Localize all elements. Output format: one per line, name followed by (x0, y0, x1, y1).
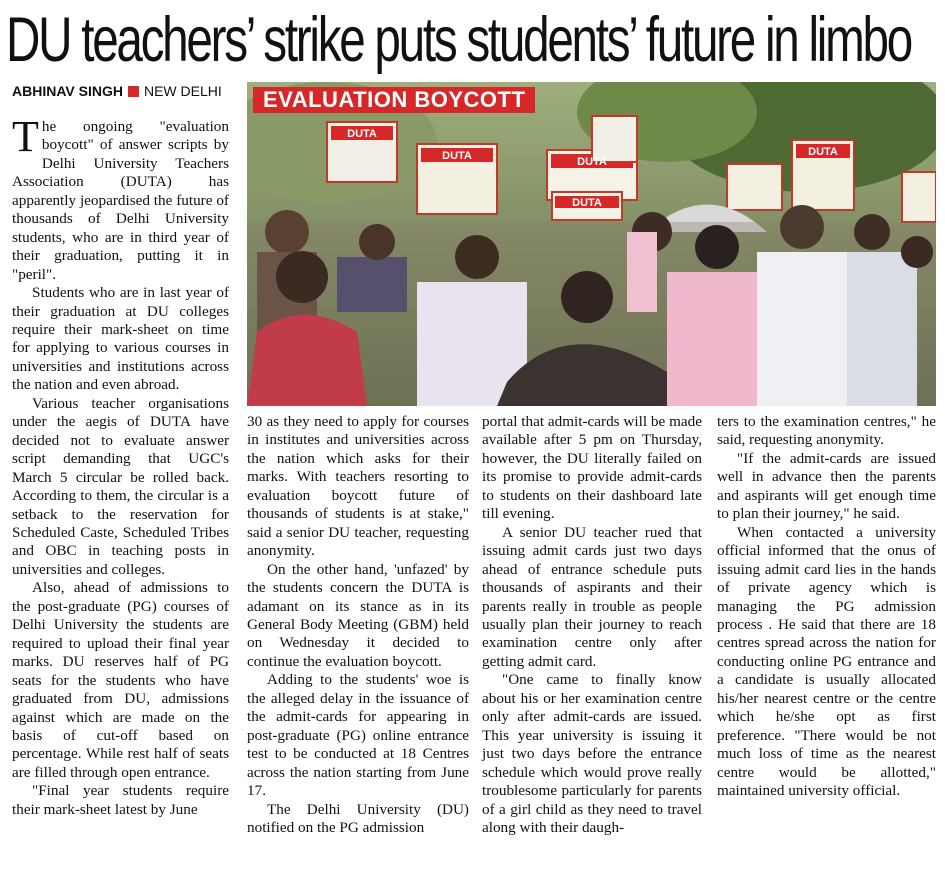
protest-photo (247, 82, 936, 406)
paragraph: "Final year students require their mark-sheet latest by June (12, 782, 229, 818)
crowd (247, 205, 936, 406)
paragraph: Also, ahead of admissions to the post-graduate (PG) courses of Delhi University the students are required to upload their final year marks. DU reserves half of PG seats for the students who have graduated from DU, admissions against which are made on the basis of cut-off based on percentage. While rest half of seats are filled through open entrance. (12, 579, 229, 781)
placard-label: DUTA (577, 156, 607, 168)
paragraph-continued: ters to the examination centres," he said, requesting anonymity. (717, 413, 936, 449)
paragraph: Adding to the students' woe is the alleged delay in the issuance of the admit-cards for appearing in post-graduate (PG) online entrance test to be conducted at 18 Centres across the nation starting from June 17. (247, 671, 469, 800)
article-column-1 (12, 112, 229, 819)
byline-place: NEW DELHI (143, 83, 222, 99)
article-column-3 (482, 413, 702, 837)
headline: DU teachers’ strike puts students’ future in limbo (6, 5, 911, 75)
red-square-icon (128, 86, 139, 97)
paragraph (12, 112, 229, 284)
placard-label: DUTA (808, 146, 838, 158)
paragraph-text: he ongoing "evaluation boycott" of answer scripts by Delhi University Teachers Association (DUTA) has apparently jeopardised the future of thousands of Delhi University students, who are in third year of their graduation, putting it in "peril". (12, 118, 229, 283)
paragraph-continued: 30 as they need to apply for courses in institutes and universities across the nation which asks for their marks. With teachers resorting to evaluation boycott future of thousands of students is at stake," said a senior DU teacher, requesting anonymity. (247, 413, 469, 560)
paragraph: The Delhi University (DU) notified on the PG admission (247, 800, 469, 836)
paragraph-continued: portal that admit-cards will be made available after 5 pm on Thursday, however, the DU literally failed on its promise to provide admit-cards to students on their dashboard late till evening. (482, 413, 702, 523)
byline-author: ABHINAV SINGH (12, 83, 123, 99)
placard-label: DUTA (572, 197, 602, 209)
byline (12, 82, 222, 100)
paragraph: "If the admit-cards are issued well in advance then the parents and aspirants will get enough time to plan their journey," he said. (717, 449, 936, 523)
paragraph: Various teacher organisations under the aegis of DUTA have decided not to evaluate answer script demanding that UGC's March 5 circular be rolled back. According to them, the circular is a setback to the reservation for Scheduled Caste, Scheduled Tribes and OBC in teaching posts in universities and colleges. (12, 394, 229, 578)
paragraph: "One came to finally know about his or her examination centre only after admit-cards are issued. This year university is issuing it just two days before the entrance schedule which would prove really troublesome particularly for parents of a girl child as they need to travel along with their daugh- (482, 671, 702, 836)
placard-label: DUTA (347, 128, 377, 140)
article-column-2 (247, 413, 469, 837)
article-column-4 (717, 413, 936, 801)
placard-label: DUTA (442, 150, 472, 162)
paragraph: A senior DU teacher rued that issuing admit cards just two days ahead of entrance schedule puts thousands of aspirants and their parents really in trouble as people usually plan their journey to reach examination centre only after getting admit card. (482, 523, 702, 670)
paragraph: On the other hand, 'unfazed' by the students concern the DUTA is adamant on its stance as in its General Body Meeting (GBM) held on Wednesday it decided to continue the evaluation boycott. (247, 560, 469, 670)
paragraph: Students who are in last year of their graduation at DU colleges require their mark-sheet on time for applying to various courses in universities and institutions across the nation and even abroad. (12, 284, 229, 394)
protest-photo-illustration (247, 82, 936, 406)
section-tag: EVALUATION BOYCOTT (253, 87, 535, 113)
paragraph: When contacted a university official informed that the onus of issuing admit card lies in the hands of private agency which is managing the PG admission process . He said that there are 18 centres spread across the nation for conducting online PG entrance and a candidate is usually allocated his/her nearest centre or the centre which he/she opt as first preference. "There would be not much loss of time as the nearest centre would be allotted," maintained university official. (717, 523, 936, 800)
dropcap: T (12, 112, 39, 161)
